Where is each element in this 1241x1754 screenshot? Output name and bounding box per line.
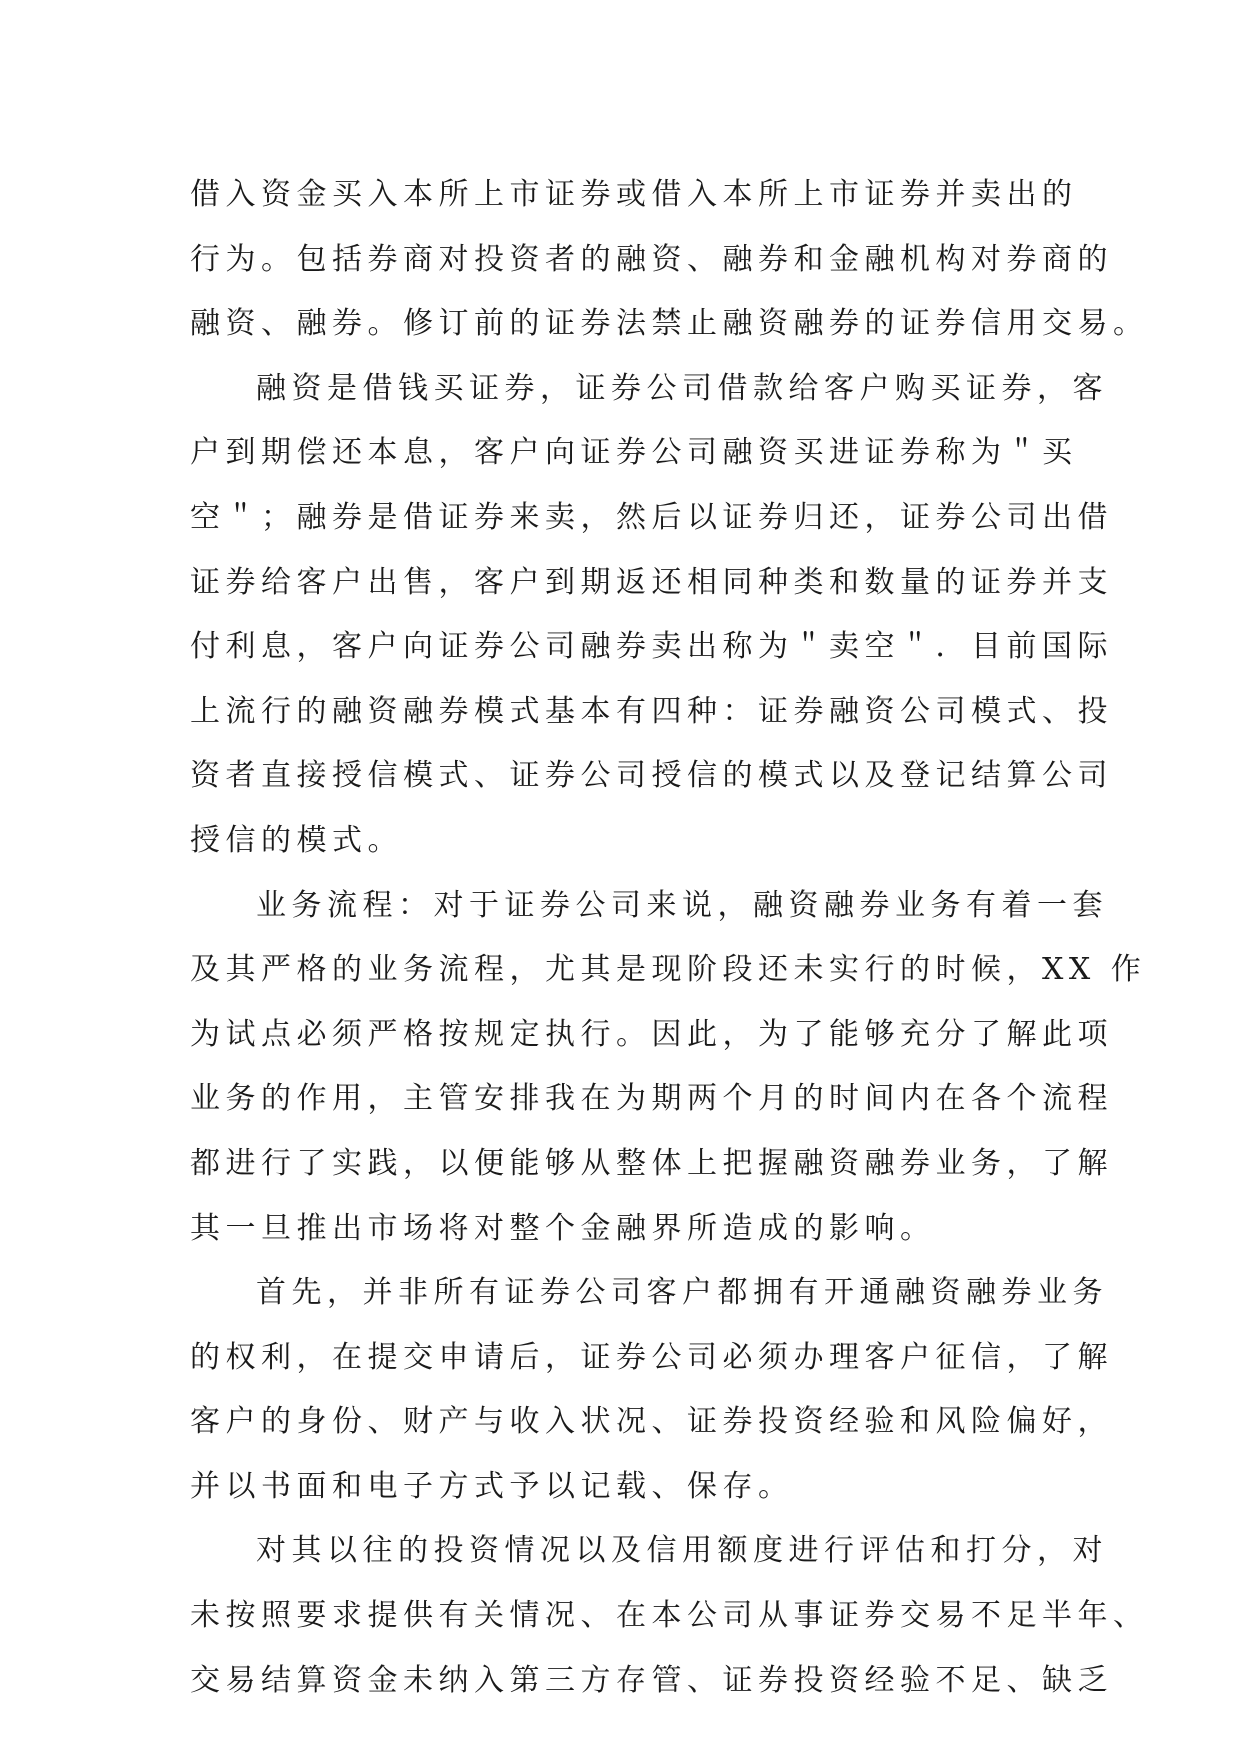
- text-line: 对其以往的投资情况以及信用额度进行评估和打分，对: [256, 1533, 1108, 1569]
- text-line: 业务流程：对于证券公司来说，融资融券业务有着一套: [256, 887, 1108, 923]
- text-line: 及其严格的业务流程，尤其是现阶段还未实行的时候，XX 作: [190, 952, 1147, 988]
- text-line: 借入资金买入本所上市证券或借入本所上市证券并卖出的: [190, 177, 1078, 212]
- text-line: 都进行了实践，以便能够从整体上把握融资融券业务，了解: [190, 1145, 1113, 1181]
- text-line: 行为。包括券商对投资者的融资、融券和金融机构对券商的: [190, 241, 1113, 277]
- text-line: 首先，并非所有证券公司客户都拥有开通融资融券业务: [256, 1275, 1108, 1311]
- text-line: 融资是借钱买证券，证券公司借款给客户购买证券，客: [256, 370, 1108, 406]
- text-line: 业务的作用，主管安排我在为期两个月的时间内在各个流程: [190, 1081, 1113, 1117]
- text-line: 交易结算资金未纳入第三方存管、证券投资经验不足、缺乏: [190, 1662, 1113, 1698]
- document-body: [190, 163, 1149, 1713]
- paragraph-3: [190, 874, 1147, 1262]
- text-line: 为试点必须严格按规定执行。因此，为了能够充分了解此项: [190, 1016, 1113, 1052]
- text-line: 空＂；融券是借证券来卖，然后以证券归还，证券公司出借: [190, 499, 1113, 535]
- text-line: 其一旦推出市场将对整个金融界所造成的影响。: [190, 1210, 936, 1246]
- text-line: 付利息，客户向证券公司融券卖出称为＂卖空＂．目前国际: [190, 629, 1113, 665]
- text-line: 授信的模式。: [190, 822, 403, 858]
- text-line: 客户的身份、财产与收入状况、证券投资经验和风险偏好，: [190, 1404, 1113, 1440]
- text-line: 资者直接授信模式、证券公司授信的模式以及登记结算公司: [190, 758, 1113, 794]
- text-line: 融资、融券。修订前的证券法禁止融资融券的证券信用交易。: [190, 306, 1149, 342]
- paragraph-5: [190, 1519, 1149, 1713]
- paragraph-1: [190, 163, 1149, 357]
- paragraph-4: [190, 1261, 1113, 1519]
- text-line: 上流行的融资融券模式基本有四种：证券融资公司模式、投: [190, 693, 1113, 729]
- text-line: 并以书面和电子方式予以记载、保存。: [190, 1468, 794, 1504]
- text-line: 户到期偿还本息，客户向证券公司融资买进证券称为＂买: [190, 435, 1078, 471]
- text-line: 的权利，在提交申请后，证券公司必须办理客户征信，了解: [190, 1339, 1113, 1375]
- text-line: 未按照要求提供有关情况、在本公司从事证券交易不足半年、: [190, 1598, 1149, 1634]
- paragraph-2: [190, 357, 1113, 874]
- text-line: 证券给客户出售，客户到期返还相同种类和数量的证券并支: [190, 564, 1113, 600]
